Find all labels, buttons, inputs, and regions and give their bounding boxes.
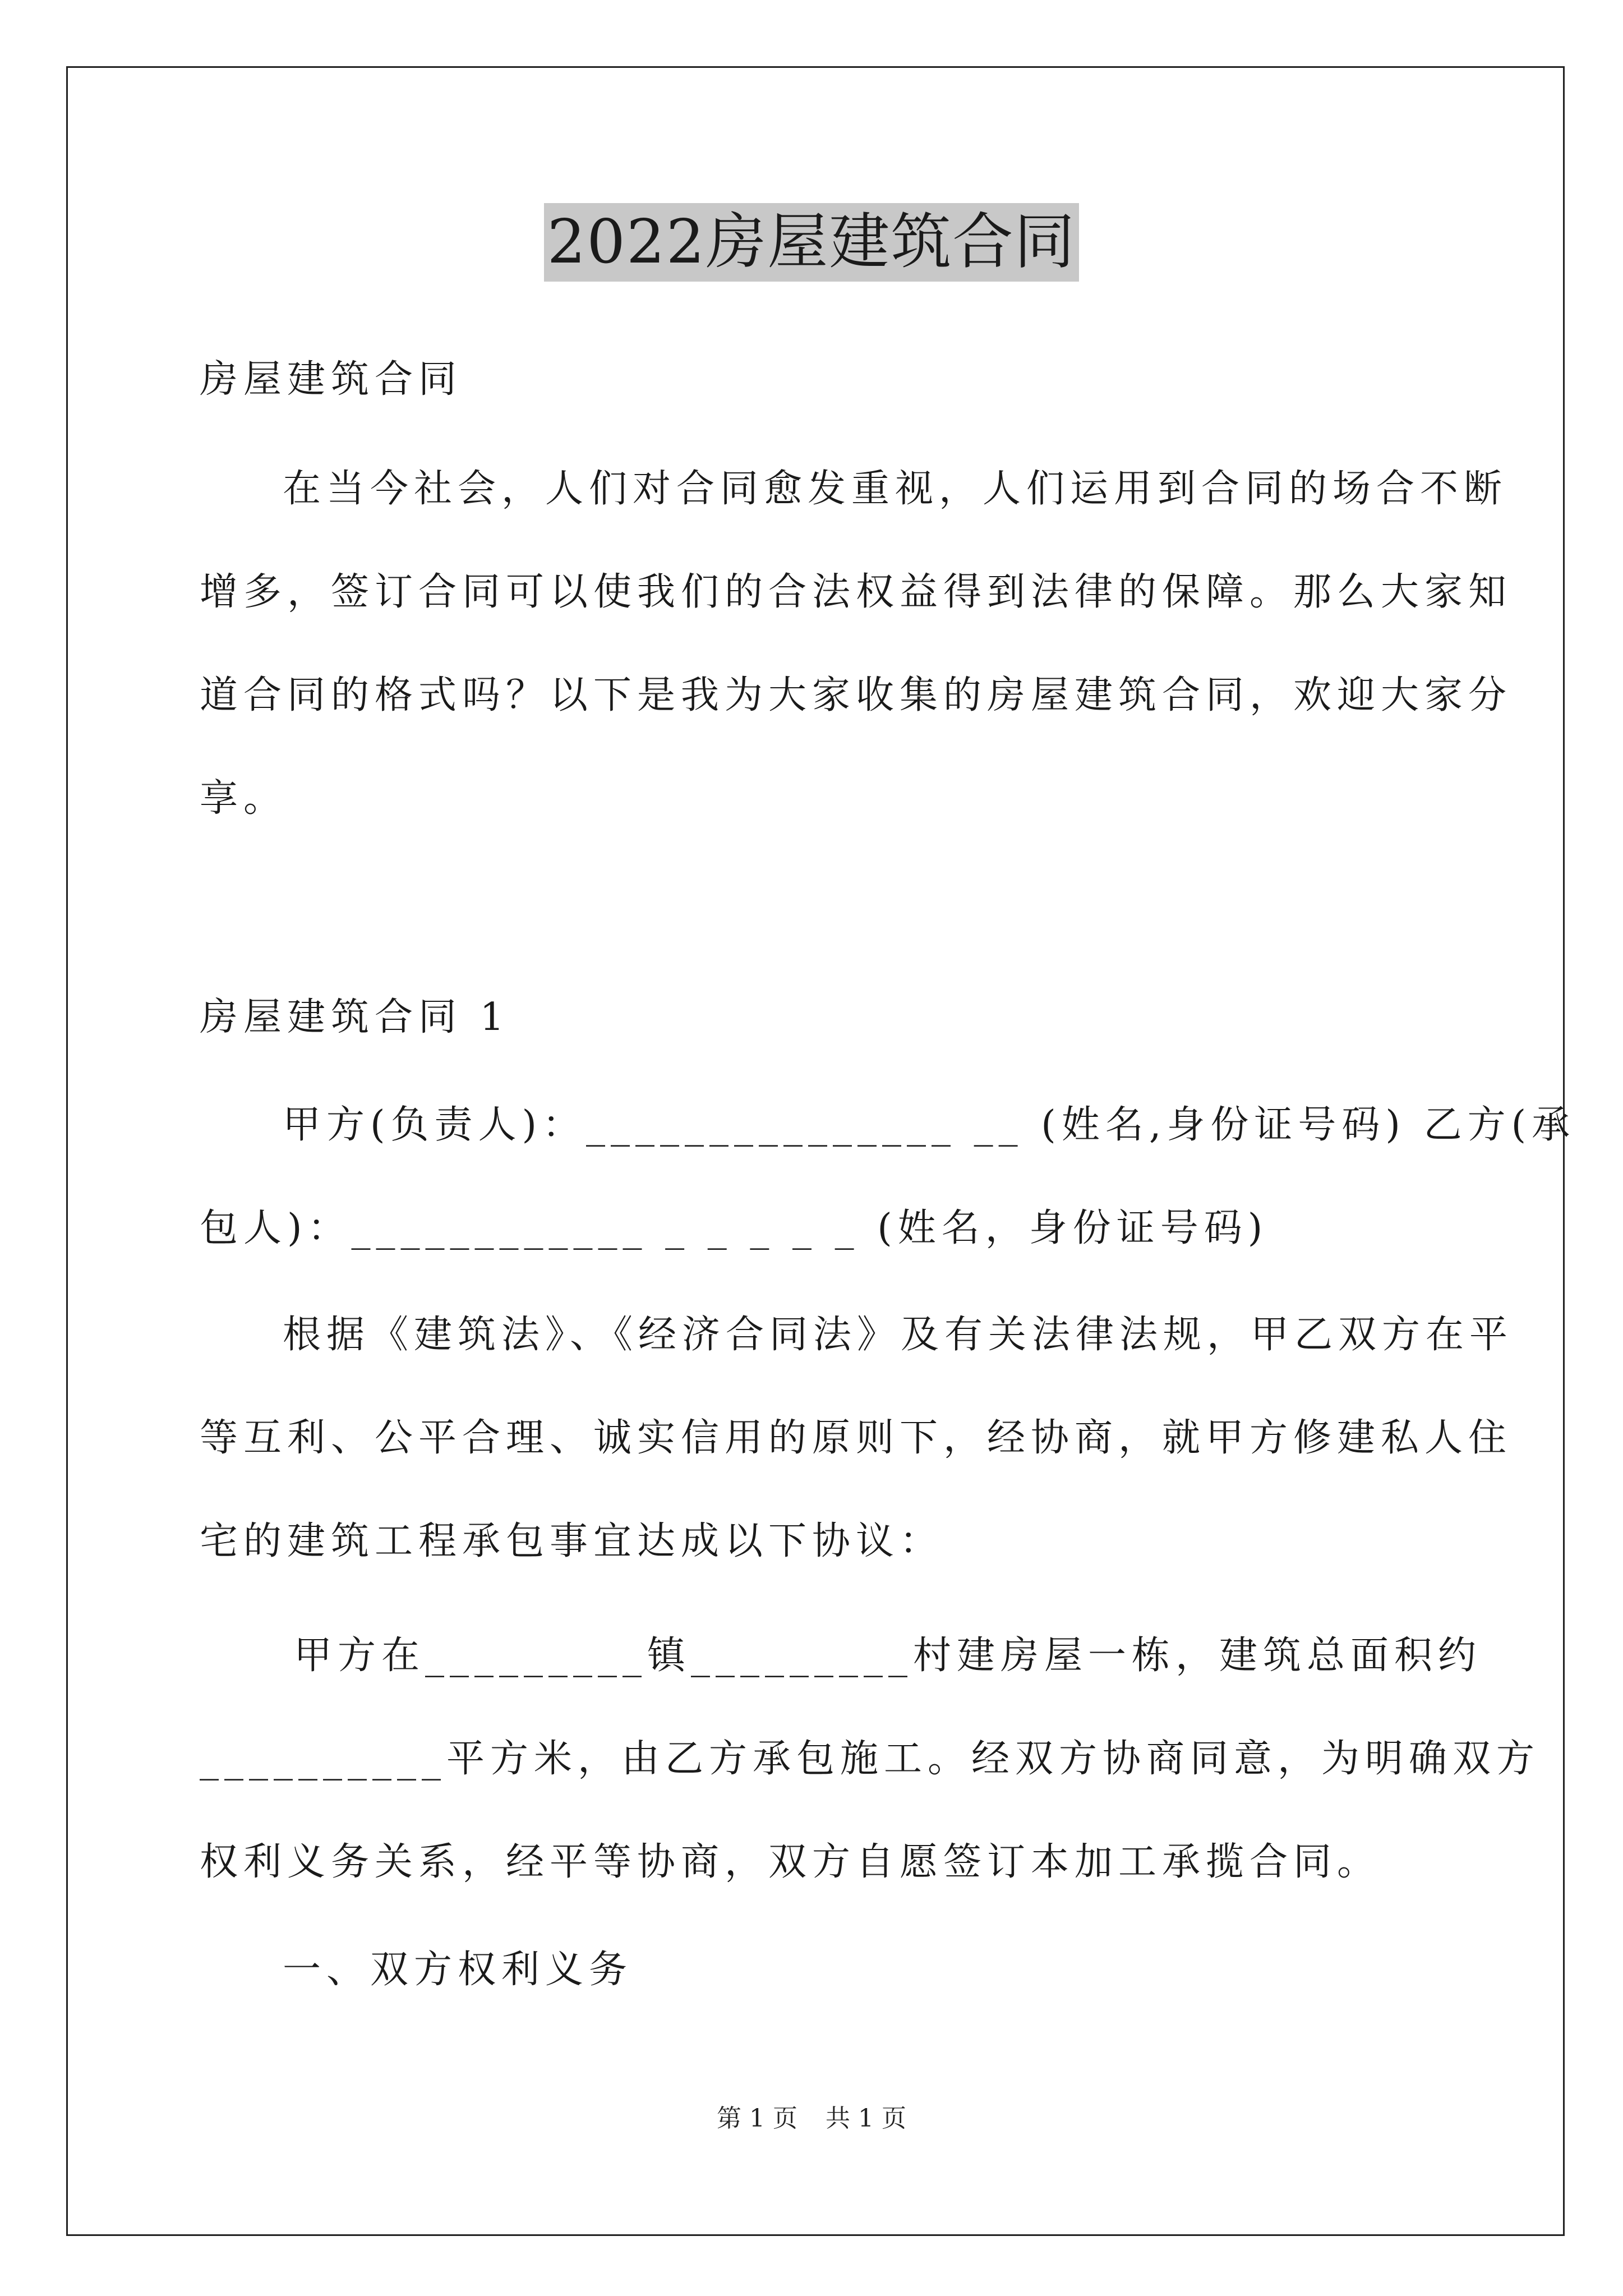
intro-line-4: 享。 xyxy=(200,776,288,821)
document-title: 2022房屋建筑合同 xyxy=(544,203,1080,282)
project-paragraph xyxy=(200,1604,1541,1914)
project-line-1: 甲方在_________镇_________村建房屋一栋，建筑总面积约 xyxy=(294,1634,1482,1678)
subtitle: 房屋建筑合同 xyxy=(200,357,463,402)
intro-line-1: 在当今社会，人们对合同愈发重视，人们运用到合同的场合不断 xyxy=(283,467,1508,511)
basis-line-2: 等互利、公平合理、诚实信用的原则下，经协商，就甲方修建私人住 xyxy=(200,1416,1513,1460)
basis-line-3: 宅的建筑工程承包事宜达成以下协议： xyxy=(200,1519,944,1563)
parties-line-2: 包人)：____________ _ _ _ _ _ (姓名，身份证号码) xyxy=(200,1206,1269,1250)
project-line-3: 权利义务关系，经平等协商，双方自愿签订本加工承揽合同。 xyxy=(200,1840,1381,1884)
project-line-2: __________平方米，由乙方承包施工。经双方协商同意，为明确双方 xyxy=(200,1737,1541,1781)
basis-paragraph xyxy=(200,1283,1514,1593)
page-number: 第 1 页 xyxy=(717,2104,797,2133)
basis-line-1: 根据《建筑法》、《经济合同法》及有关法律法规，甲乙双方在平 xyxy=(283,1313,1514,1357)
clause-heading: 一、双方权利义务 xyxy=(283,1948,633,1992)
section-heading: 房屋建筑合同 1 xyxy=(200,995,510,1039)
page-total: 共 1 页 xyxy=(826,2104,906,2133)
parties-paragraph xyxy=(200,1074,1576,1280)
title-container xyxy=(0,203,1623,282)
intro-paragraph xyxy=(200,438,1513,850)
intro-line-3: 道合同的格式吗？以下是我为大家收集的房屋建筑合同，欢迎大家分 xyxy=(200,673,1513,717)
intro-line-2: 增多，签订合同可以使我们的合法权益得到法律的保障。那么大家知 xyxy=(200,570,1513,614)
page-footer xyxy=(0,2098,1623,2134)
parties-line-1: 甲方(负责人)：_______________ __ (姓名,身份证号码) 乙方(承 xyxy=(283,1103,1576,1147)
